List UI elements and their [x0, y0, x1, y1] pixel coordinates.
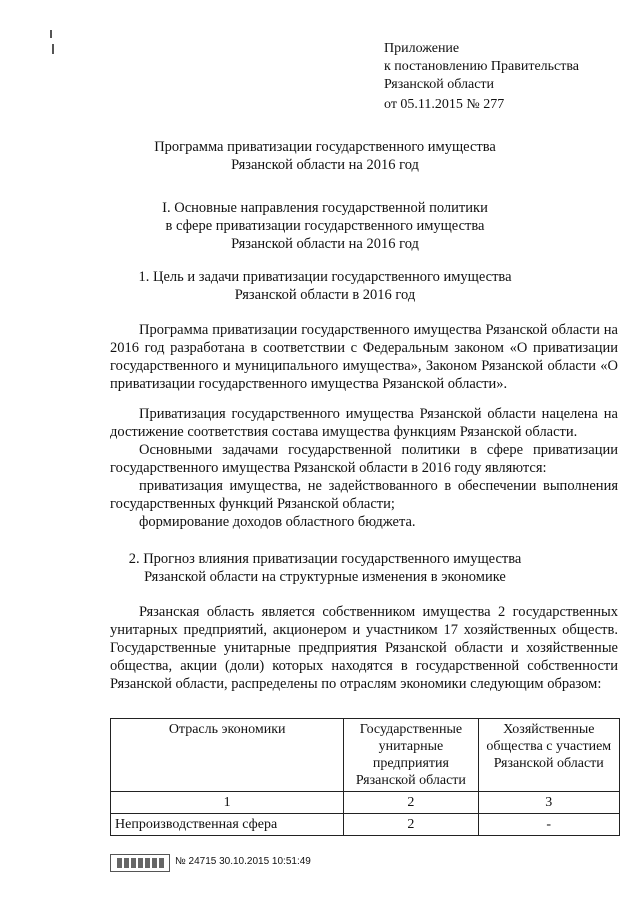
subsection-line: Рязанской области на структурные изменения в экономике [144, 569, 506, 585]
paragraph: Основными задачами государственной политики в сфере приватизации государственного имущества Рязанской области в 2016 году являются: [110, 442, 618, 476]
appendix-line: Приложение [384, 41, 460, 56]
table-cell: Непроизводственная сфера [111, 814, 344, 836]
subsection-heading [60, 268, 590, 304]
subsection-line: 1. Цель и задачи приватизации государственного имущества [138, 269, 512, 285]
section-line: в сфере приватизации государственного имущества [165, 218, 485, 234]
appendix-block [384, 40, 579, 114]
subsection-line: Рязанской области в 2016 год [234, 287, 416, 303]
section-heading [60, 199, 590, 253]
title-line: Рязанской области на 2016 год [231, 157, 419, 173]
paragraph: формирование доходов областного бюджета. [139, 514, 416, 530]
table-row [111, 814, 620, 836]
barcode-stamp-icon [110, 854, 170, 872]
subsection-line: 2. Прогноз влияния приватизации государственного имущества [128, 551, 522, 567]
appendix-date: от 05.11.2015 № 277 [384, 97, 505, 112]
table-cell: - [478, 814, 619, 836]
table-cell: 2 [344, 792, 478, 814]
paragraph: Программа приватизации государственного имущества Рязанской области на 2016 год разработана в соответствии с Федеральным законом «О приватизации государственного и муниципального имущества», Законом Рязанской области «О приватизации государственного имущества Рязанской области». [110, 322, 618, 392]
table-cell: 2 [344, 814, 478, 836]
appendix-line: Рязанской области [384, 77, 495, 92]
subsection-heading [60, 550, 590, 586]
section-line: I. Основные направления государственной политики [162, 200, 488, 216]
scan-mark [50, 30, 52, 38]
paragraph: приватизация имущества, не задействованного в обеспечении выполнения государственных функций Рязанской области; [110, 478, 618, 512]
table-header-cell: Хозяйственные общества с участием Рязанской области [478, 719, 619, 792]
title-line: Программа приватизации государственного имущества [154, 139, 496, 155]
table-header-row [111, 719, 620, 792]
paragraph: Приватизация государственного имущества Рязанской области нацелена на достижение соответствия состава имущества функциям Рязанской области. [110, 406, 618, 440]
table-cell: 1 [111, 792, 344, 814]
appendix-line: к постановлению Правительства [384, 59, 580, 74]
economy-sectors-table [110, 718, 620, 836]
table-cell: 3 [478, 792, 619, 814]
table-row [111, 792, 620, 814]
table-header-cell: Государственные унитарные предприятия Рязанской области [344, 719, 478, 792]
section-line: Рязанской области на 2016 год [231, 236, 419, 252]
document-title [60, 138, 590, 174]
scan-mark [52, 44, 54, 54]
registration-footer: № 24715 30.10.2015 10:51:49 [175, 856, 311, 867]
table-header-cell: Отрасль экономики [111, 719, 344, 792]
paragraph: Рязанская область является собственником имущества 2 государственных унитарных предприятий, акционером и участником 17 хозяйственных обществ. Государственные унитарные предприятия Рязанской области и хозяйственные общества, акции (доли) которых находятся в государственной собственности Рязанской области, распределены по отраслям экономики следующим образом: [110, 604, 618, 692]
